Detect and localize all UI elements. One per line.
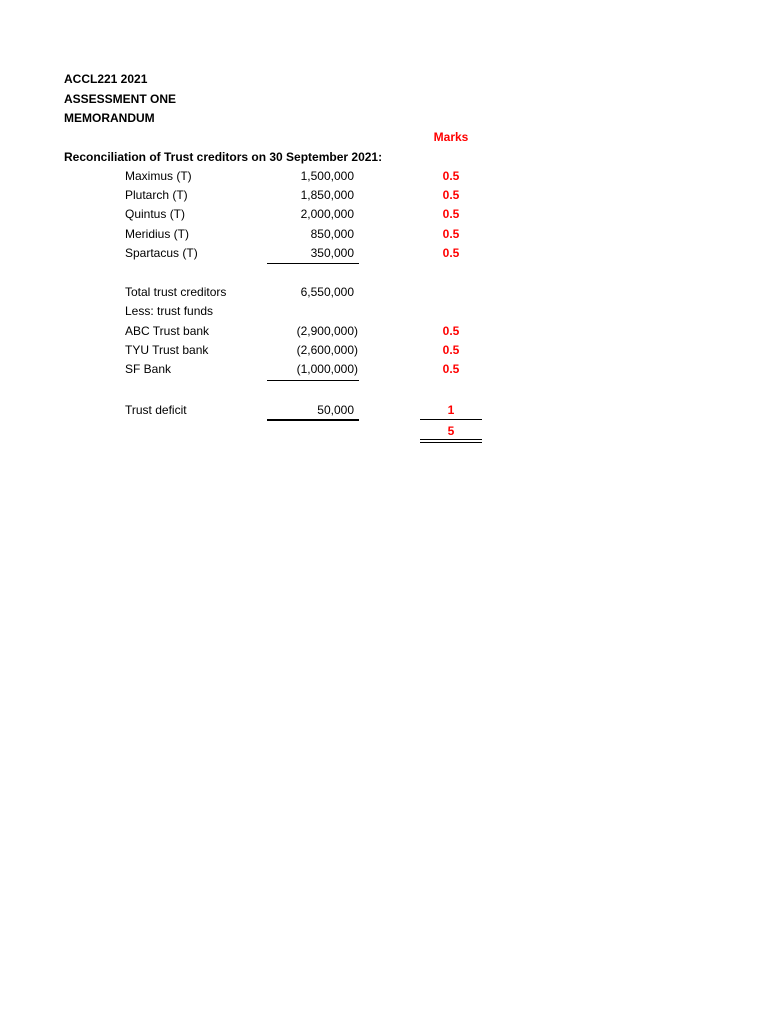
fund-name: SF Bank <box>125 362 172 376</box>
fund-name: ABC Trust bank <box>125 324 210 338</box>
total-marks: 5 <box>447 424 455 438</box>
total-double-underline-2 <box>420 442 482 443</box>
creditor-mark: 0.5 <box>442 227 460 241</box>
creditor-name: Quintus (T) <box>125 207 186 221</box>
fund-name: TYU Trust bank <box>125 343 209 357</box>
funds-underline <box>267 380 359 381</box>
deficit-mark: 1 <box>447 403 455 417</box>
deficit-label: Trust deficit <box>125 403 187 417</box>
fund-amount: (2,900,000) <box>296 324 358 338</box>
total-creditors-label: Total trust creditors <box>125 285 227 299</box>
fund-amount: (1,000,000) <box>296 362 358 376</box>
course-code: ACCL221 2021 <box>64 72 148 86</box>
creditor-amount: 2,000,000 <box>300 207 354 221</box>
document-type: MEMORANDUM <box>64 111 155 125</box>
creditor-mark: 0.5 <box>442 246 460 260</box>
deficit-amount: 50,000 <box>317 403 354 417</box>
creditor-amount: 1,500,000 <box>300 169 354 183</box>
creditor-mark: 0.5 <box>442 207 460 221</box>
fund-mark: 0.5 <box>442 343 460 357</box>
marks-heading: Marks <box>433 130 469 144</box>
marks-subtotal-line <box>420 419 482 420</box>
assessment-title: ASSESSMENT ONE <box>64 92 177 106</box>
fund-amount: (2,600,000) <box>296 343 358 357</box>
creditor-amount: 350,000 <box>310 246 354 260</box>
total-creditors-amount: 6,550,000 <box>300 285 354 299</box>
creditor-name: Plutarch (T) <box>125 188 188 202</box>
fund-mark: 0.5 <box>442 324 460 338</box>
fund-mark: 0.5 <box>442 362 460 376</box>
deficit-underline <box>267 419 359 421</box>
less-funds-label: Less: trust funds <box>125 304 214 318</box>
creditor-amount: 1,850,000 <box>300 188 354 202</box>
section-title: Reconciliation of Trust creditors on 30 September 2021: <box>64 150 383 164</box>
creditor-amount: 850,000 <box>310 227 354 241</box>
creditor-name: Meridius (T) <box>125 227 190 241</box>
subtotal-underline <box>267 263 359 264</box>
creditor-name: Maximus (T) <box>125 169 192 183</box>
creditor-mark: 0.5 <box>442 188 460 202</box>
creditor-mark: 0.5 <box>442 169 460 183</box>
total-double-underline-1 <box>420 439 482 440</box>
creditor-name: Spartacus (T) <box>125 246 198 260</box>
